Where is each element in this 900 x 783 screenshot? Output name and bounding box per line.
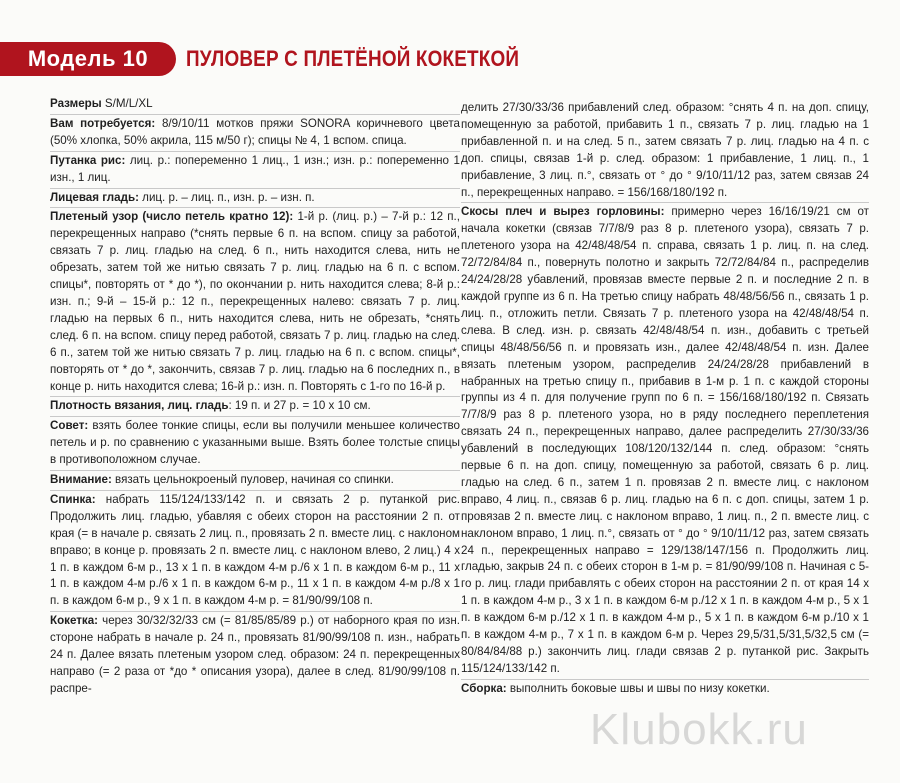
gauge-heading: Плотность вязания, лиц. гладь — [50, 399, 229, 413]
text-column-left — [50, 96, 460, 700]
site-watermark: Klubokk.ru — [590, 705, 808, 754]
shoulders-neckline-text: примерно через 16/16/19/21 см от начала кокетки (связав 7/7/8/9 раз 8 р. плетеного узора), связать 7 р. плетеного узора на 42/48/48/54 п. справа, связать 1 р. лиц. п. на след. 72/72/84/84 п., повернуть полотно и закрыть 72/72/84/84 п., распределив 24/24/28/28 убавлений, провязав вместе первые 2 п. и последние 2 п. в каждой группе из 6 п. На третью спицу набрать 48/48/56/56 п., связать 1 р. лиц. п., отложить петли. Связать 7 р. плетеного узора на 42/48/48/54 п. слева. В след. изн. р. связать 42/48/48/54 п. изн., добавить с третьей спицы 48/48/56/56 п. и провязать изн., далее 42/48/48/54 п. изн. Далее вязать плетеным узором, распределив 24/24/28/28 прибавлений в набранных на третью спицу п., прибавив в 1-м р. 1 п. с каждой стороны группы из 4 п. для получение групп по 6 п. = 156/168/180/192 п. Связать 7/7/8/9 раз 8 р. плетеного узора, но в ряду последнего переплетения связать 24 п., перекрещенных направо, далее распределить 27/30/33/36 убавлений в последующих 108/120/132/144 п. след. образом: °снять первые 6 п. на доп. спицу, помещенную за работой, связать 6 р. лиц. гладью на след. 6 п., затем 1 п. провязав 2 п. вместе лиц. с наклоном вправо, 4 лиц. п., связав 6 р. лиц. гладью на 6 п. с доп. спицы, затем 1 р. провязав 2 п. вместе лиц. с наклоном вправо, 1 лиц. п., 2 п. вместе лиц. с наклоном вправо, 1 лиц. п.°, связать от ° до ° 9/10/11/12 раз, затем связать 24 п., перекрещенных направо = 129/138/147/156 п. Продолжить лиц. гладью, закрыв 24 п. с обеих сторон в 1-м р. = 81/90/99/108 п. Начиная с 5-го р. лиц. глади прибавлять с обеих сторон на расстоянии 2 п. от края 14 х 1 п. в каждом 4-м р., 3 х 1 п. в каждом 6-м р./12 х 1 п. в каждом 4-м р., 5 х 1 п. в каждом 6-м р./12 х 1 п. в каждом 4-м р., 5 х 1 п. в каждом 6-м р./10 х 1 п. в каждом 4-м р., 7 х 1 п. в каждом 6-м р. Через 29,5/31,5/31,5/32,5 см (= 80/84/84/88 р.) закончить лиц. глади связав 2 р. путанкой рис. Закрыть 115/124/133/142 п. — [461, 205, 869, 675]
paragraph-shoulders-neckline — [461, 204, 869, 679]
braid-pattern-heading: Плетеный узор (число петель кратно 12): — [50, 210, 294, 224]
braid-pattern-text: 1-й р. (лиц. р.) – 7-й р.: 12 п., перекрещенных направо (*снять первые 6 п. на вспом. спицу за работой, связать 7 р. лиц. гладью на след. 6 п., нить находится слева, нить не обрезать, затем той же нитью связать 7 р. лиц. гладью на 6 п. с вспом. спицы*, повторять от * до *), по окончании р. нить находится слева; 8-й р.: изн. п.; 9-й – 15-й р.: 12 п., перекрещенных налево: связать 7 р. лиц. гладью на первых 6 п., нить находится слева, нить не обрезать, *снять след. 6 п. на вспом. спицу перед работой, связать 7 р. лиц. гладью на след. 6 п., затем той же нитью связать 7 р. лиц. гладью на 6 п. с вспом. спицы*, повторять от * до *, закончить, связав 7 р. лиц. гладью на 6 последних п., в конце р. нить находится слева; 16-й р.: изн. п. Повторять с 1-го по 16-й р. — [50, 210, 460, 393]
sizes-text: S/M/L/XL — [101, 97, 153, 110]
article-title: ПУЛОВЕР С ПЛЕТЁНОЙ КОКЕТКОЙ — [186, 46, 520, 71]
paragraph-yoke — [50, 613, 460, 699]
back-text: набрать 115/124/133/142 п. и связать 2 р. путанкой рис. Продолжить лиц. гладью, убавляя с обеих сторон на расстоянии 2 п. от края (= в начале р. связать 2 лиц. п., провязать 2 п. вместе лиц. с наклоном вправо; в конце р. провязать 2 п. вместе лиц. с наклоном влево, 2 лиц.) 4 х 1 п. в каждом 6-м р., 13 х 1 п. в каждом 4-м р./6 х 1 п. в каждом 6-м р., 11 х 1 п. в каждом 4-м р./6 х 1 п. в каждом 6-м р., 11 х 1 п. в каждом 4-м р./8 х 1 п. в каждом 6-м р., 9 х 1 п. в каждом 4-м р. = 81/90/99/108 п. — [50, 492, 460, 608]
paragraph-braid-pattern — [50, 209, 460, 397]
materials-heading: Вам потребуется: — [50, 116, 156, 130]
rice-stitch-text: лиц. р.: попеременно 1 лиц., 1 изн.; изн. р.: попеременно 1 изн., 1 лиц. — [50, 153, 461, 184]
paragraph-rice-stitch — [50, 153, 460, 189]
shoulders-neckline-heading: Скосы плеч и вырез горловины: — [461, 205, 665, 219]
stockinette-heading: Лицевая гладь: — [50, 190, 139, 204]
yoke-heading: Кокетка: — [50, 614, 99, 628]
paragraph-assembly — [461, 681, 869, 699]
sizes-heading: Размеры — [50, 97, 102, 110]
paragraph-materials — [50, 116, 460, 152]
advice-heading: Совет: — [50, 419, 89, 433]
back-heading: Спинка: — [50, 492, 96, 506]
assembly-heading: Сборка: — [461, 681, 507, 695]
rice-stitch-heading: Путанка рис: — [50, 153, 126, 167]
advice-text: взять более тонкие спицы, если вы получили меньшее количество петель и р. по сравнению с указанными выше. Взять более толстые спицы в противоположном случае. — [50, 419, 460, 467]
paragraph-yoke-continued — [461, 100, 869, 203]
text-column-right — [461, 100, 869, 700]
paragraph-sizes — [50, 96, 460, 115]
attention-heading: Внимание: — [50, 473, 112, 487]
assembly-text: выполнить боковые швы и швы по низу кокетки. — [506, 681, 770, 695]
attention-text: вязать цельнокроеный пуловер, начиная со спинки. — [111, 473, 394, 487]
stockinette-text: лиц. р. – лиц. п., изн. р. – изн. п. — [138, 190, 315, 204]
paragraph-gauge — [50, 398, 460, 417]
paragraph-stockinette — [50, 190, 460, 209]
article-header — [0, 38, 900, 80]
yoke-continued-text: делить 27/30/33/36 прибавлений след. образом: °снять 4 п. на доп. спицу, помещенную за работой, прибавить 1 п., связать 7 р. лиц. гладью на 1 прибавленной п. и на след. 5 п., затем связать 7 р. лиц. гладью на 4 п. с доп. спицы, связав 1-й р. след. образом: 1 прибавление, 1 лиц. п., 1 прибавление, 3 лиц. п.°, связать от ° до ° 9/10/11/12 раз, затем связав 24 п., перекрещенных направо. = 156/168/180/192 п. — [461, 101, 869, 199]
model-number-badge: Модель 10 — [0, 42, 176, 76]
materials-text: 8/9/10/11 мотков пряжи SONORA коричневого цвета (50% хлопка, 50% акрила, 115 м/50 г); спицы № 4, 1 вспом. спица. — [50, 116, 460, 147]
paragraph-attention — [50, 472, 460, 491]
paragraph-advice — [50, 418, 460, 471]
paragraph-back — [50, 492, 460, 612]
yoke-text: через 30/32/32/33 см (= 81/85/85/89 р.) от наборного края по изн. стороне набрать в начале р. 24 п., провязать 81/90/99/108 п. изн., набрать 24 п. Далее вязать плетеным узором след. образом: 24 п. перекрещенных направо (= 2 раза от *до * описания узора), далее в след. 81/90/99/108 п. распре- — [50, 614, 460, 695]
gauge-text: : 19 п. и 27 р. = 10 х 10 см. — [228, 399, 371, 413]
